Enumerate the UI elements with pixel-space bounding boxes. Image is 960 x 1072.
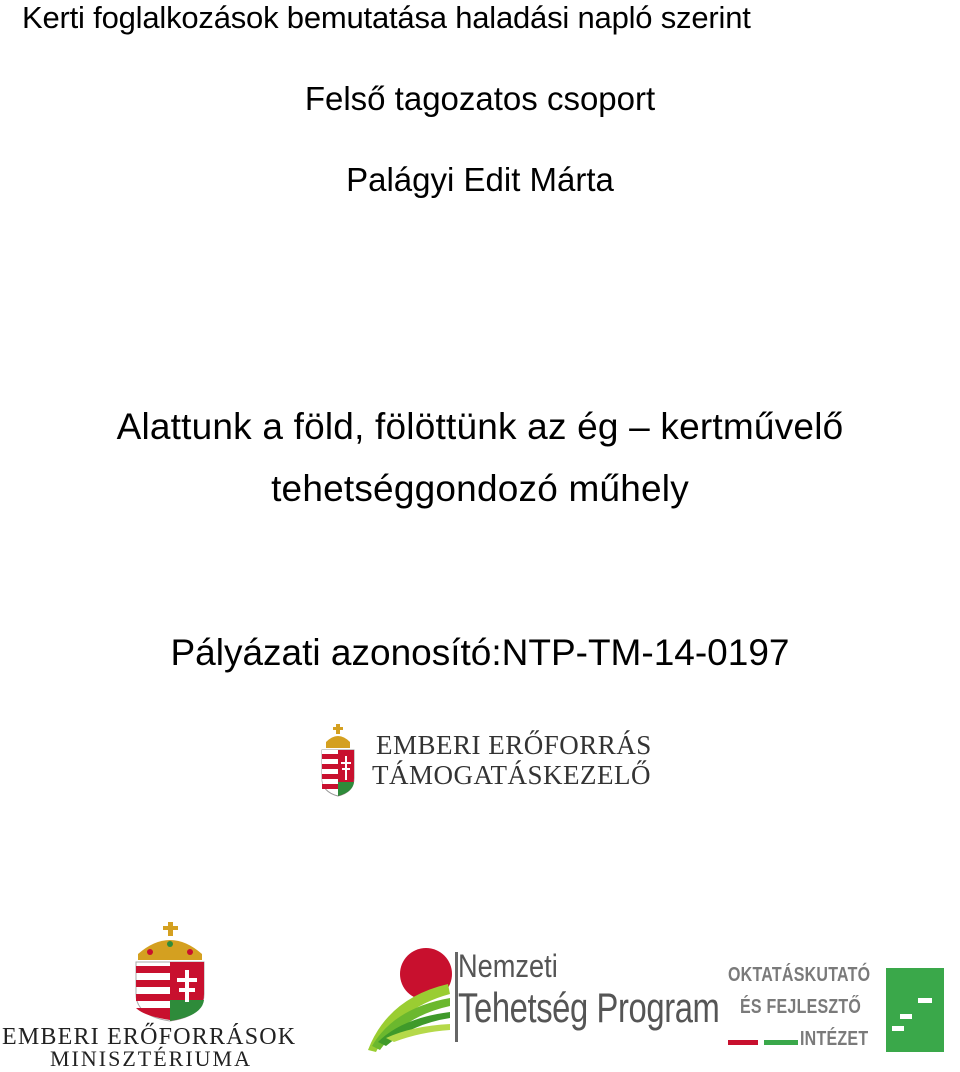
group-name: Felső tagozatos csoport: [304, 80, 656, 117]
ofi-logo-line3: INTÉZET: [800, 1028, 869, 1050]
grant-id: Pályázati azonosító:NTP-TM-14-0197: [170, 632, 790, 673]
eet-logo-line2: TÁMOGATÁSKEZELŐ: [372, 760, 651, 790]
eet-logo-line1: EMBERI ERŐFORRÁS: [376, 730, 652, 760]
flag-stripe-icon: [728, 1040, 798, 1046]
hungarian-coat-of-arms-icon: [318, 722, 358, 798]
ofi-logo-line1: OKTATÁSKUTATÓ: [728, 964, 871, 986]
workshop-title-line1: Alattunk a föld, fölöttünk az ég – kertművelő: [116, 406, 844, 447]
ntp-logo-line2: Tehetség Program: [458, 984, 720, 1031]
hungarian-coat-of-arms-icon: [130, 922, 210, 1022]
document-title: Kerti foglalkozások bemutatása haladási napló szerint: [22, 0, 751, 35]
ntp-logo-line1: Nemzeti: [458, 948, 558, 984]
ntp-wave-icon: [358, 938, 458, 1058]
ofi-green-square-icon: [886, 968, 946, 1054]
emmi-logo-line1: EMBERI ERŐFORRÁSOK: [2, 1024, 297, 1050]
author-name: Palágyi Edit Márta: [346, 161, 614, 198]
emmi-logo-line2: MINISZTÉRIUMA: [50, 1046, 252, 1071]
emmi-logo: [0, 922, 350, 1072]
eet-logo: [318, 722, 668, 798]
ofi-logo: [726, 962, 952, 1058]
ntp-logo: [358, 938, 720, 1058]
ofi-logo-line2: ÉS FEJLESZTŐ: [740, 996, 862, 1018]
workshop-title-line2: tehetséggondozó műhely: [271, 468, 689, 509]
